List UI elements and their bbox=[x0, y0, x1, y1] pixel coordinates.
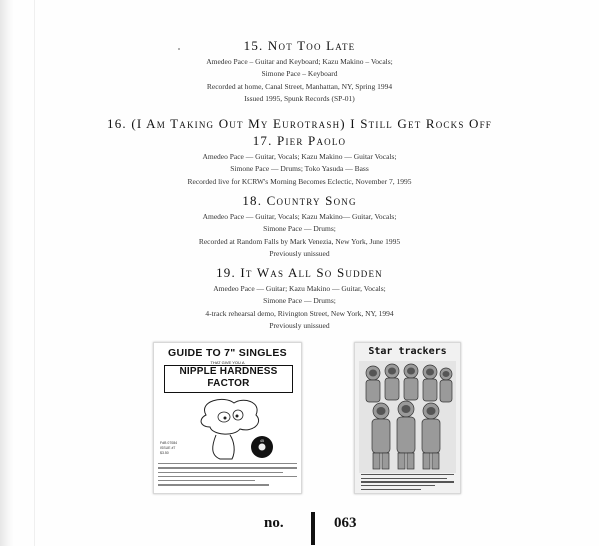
track-credit-line: Previously unissued bbox=[269, 320, 330, 330]
zine-issue-line: ISSUE #7 bbox=[160, 446, 176, 450]
star-trackers-clipping bbox=[354, 342, 461, 494]
track-heading: 15. Not Too Late bbox=[243, 38, 356, 53]
zine-cover-clipping bbox=[153, 342, 302, 494]
zine-subtitle: THAT GIVE YOU A bbox=[210, 360, 245, 365]
zine-banner-line: NIPPLE HARDNESS bbox=[179, 366, 278, 377]
zine-body-text bbox=[158, 463, 297, 489]
zine-title: GUIDE TO 7" SINGLES bbox=[167, 347, 287, 359]
page-number: 063 bbox=[334, 515, 357, 531]
zine-banner-line: FACTOR bbox=[207, 378, 250, 389]
track-credit-line: Simone Pace — Drums; bbox=[263, 224, 336, 234]
track-credit-line: Amedeo Pace — Guitar; Kazu Makino — Guitar, Vocals; bbox=[213, 284, 386, 293]
star-trackers-title: Star trackers bbox=[368, 346, 447, 357]
track-credit-line: Recorded at Random Falls by Mark Venezia, New York, June 1995 bbox=[198, 236, 401, 246]
track-credit-line: Simone Pace — Drums; Toko Yasuda — Bass bbox=[230, 164, 369, 174]
track-heading: 16. (I Am Taking Out My Eurotrash) I Still Get Rocks Off bbox=[107, 116, 492, 131]
track-heading: 19. It Was All So Sudden bbox=[216, 265, 383, 280]
track-16 bbox=[0, 116, 599, 132]
track-credit-line: Issued 1995, Spunk Records (SP-01) bbox=[244, 93, 355, 103]
track-credit-line: Amedeo Pace – Guitar and Keyboard; Kazu Makino – Vocals; bbox=[206, 57, 393, 66]
zine-issue-info bbox=[160, 441, 177, 456]
track-credit-line: Recorded at home, Canal Street, Manhattan, NY, Spring 1994 bbox=[206, 81, 393, 91]
zine-banner bbox=[164, 365, 293, 393]
page-marker-bar bbox=[311, 512, 315, 545]
astronauts-illustration bbox=[359, 361, 456, 473]
track-15 bbox=[0, 38, 599, 105]
track-18 bbox=[0, 193, 599, 260]
track-credit-line: Simone Pace – Keyboard bbox=[261, 69, 338, 79]
track-19 bbox=[0, 265, 599, 332]
track-credit-line: Previously unissued bbox=[269, 248, 330, 258]
star-trackers-caption bbox=[361, 474, 454, 490]
track-credit-line: Amedeo Pace — Guitar, Vocals; Kazu Makino— Guitar, Vocals; bbox=[202, 212, 397, 221]
track-credit-line: 4-track rehearsal demo, Rivington Street, New York, NY, 1994 bbox=[205, 308, 394, 318]
track-credit-line: Amedeo Pace — Guitar, Vocals; Kazu Makino — Guitar Vocals; bbox=[202, 152, 397, 161]
track-17 bbox=[0, 133, 599, 188]
zine-issue-line: FdB 07084 bbox=[160, 441, 178, 445]
track-credit-line: Recorded live for KCRW's Morning Becomes Eclectic, November 7, 1995 bbox=[187, 176, 412, 186]
track-heading: 17. Pier Paolo bbox=[252, 133, 347, 148]
page-number-label: no. bbox=[264, 515, 284, 531]
zine-issue-line: $3.50 bbox=[160, 451, 169, 455]
dog-cartoon-illustration bbox=[176, 393, 286, 463]
track-heading: 18. Country Song bbox=[242, 193, 357, 208]
track-credit-line: Simone Pace — Drums; bbox=[263, 296, 336, 306]
svg-text:45: 45 bbox=[260, 439, 264, 443]
